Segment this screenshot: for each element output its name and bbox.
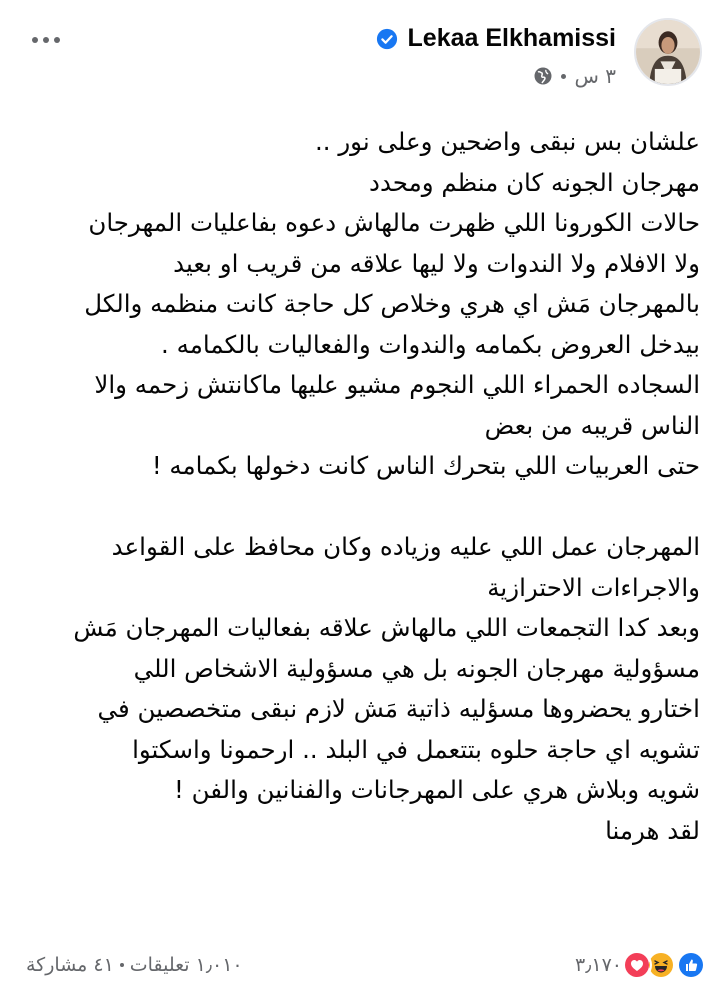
post-line: شويه وبلاش هري على المهرجانات والفنانين والفن ! [174,775,700,804]
love-icon [622,950,652,980]
meta-separator [561,74,566,79]
post-line: علشان بس نبقى واضحين وعلى نور .. [314,127,700,156]
verified-badge-icon [376,28,398,50]
post-line: حالات الكورونا اللي ظهرت مالهاش دعوه بفاعليات المهرجان [88,208,700,237]
post-line: والاجراءات الاحترازية [487,572,700,602]
author-name[interactable]: Lekaa Elkhamissi [407,24,616,52]
more-options-button[interactable] [28,28,64,52]
post-line: تشويه اي حاجة حلوه بتتعمل في البلد .. ارحمونا واسكتوا [132,734,700,764]
globe-icon [533,66,553,86]
more-dot [43,37,49,43]
post-line: حتى العربيات اللي بتحرك الناس كانت دخولها بكمامه ! [151,451,700,480]
avatar-image [636,20,700,84]
post-line: مهرجان الجونه كان منظم ومحدد [369,167,700,197]
post-line: ولا الافلام ولا الندوات ولا ليها علاقه من قريب او بعيد [173,248,700,278]
post-line: بيدخل العروض بكمامه والندوات والفعاليات بالكمامه . [161,329,700,359]
post-line: بالمهرجان مَش اي هري وخلاص كل حاجة كانت منظمه والكل [84,289,700,318]
post-line: لقد هرمنا [605,815,700,845]
post-line: مسؤولية مهرجان الجونه بل هي مسؤولية الاشخاص اللي [133,653,700,683]
like-icon [676,950,706,980]
engagement-summary [26,954,243,976]
reactions-summary[interactable] [575,950,706,980]
post-line: السجاده الحمراء اللي النجوم مشيو عليها ماكانتش زحمه والا [94,370,700,399]
author-row [376,24,616,53]
comments-count[interactable]: ١٫٠١٠ تعليقات [129,954,243,976]
more-dot [54,37,60,43]
post-time[interactable]: ٣ س [574,64,616,88]
author-avatar[interactable] [634,18,702,86]
post-footer [0,948,720,984]
post-line: الناس قريبه من بعض [484,410,700,440]
post-meta [533,64,616,88]
post-line: المهرجان عمل اللي عليه وزياده وكان محافظ على القواعد [111,532,700,561]
engagement-separator [120,963,124,967]
post-line: اختارو يحضروها مسؤليه ذاتية مَش لازم نبقى متخصصين في [97,694,700,723]
post-line: وبعد كدا التجمعات اللي مالهاش علاقه بفعاليات المهرجان مَش [73,613,700,642]
post-text [15,122,700,851]
post-header [0,14,720,94]
reaction-count: ٣٫١٧٠ [575,954,622,976]
post-blank-line [15,487,700,528]
more-dot [32,37,38,43]
shares-count[interactable]: ٤١ مشاركة [26,954,114,976]
